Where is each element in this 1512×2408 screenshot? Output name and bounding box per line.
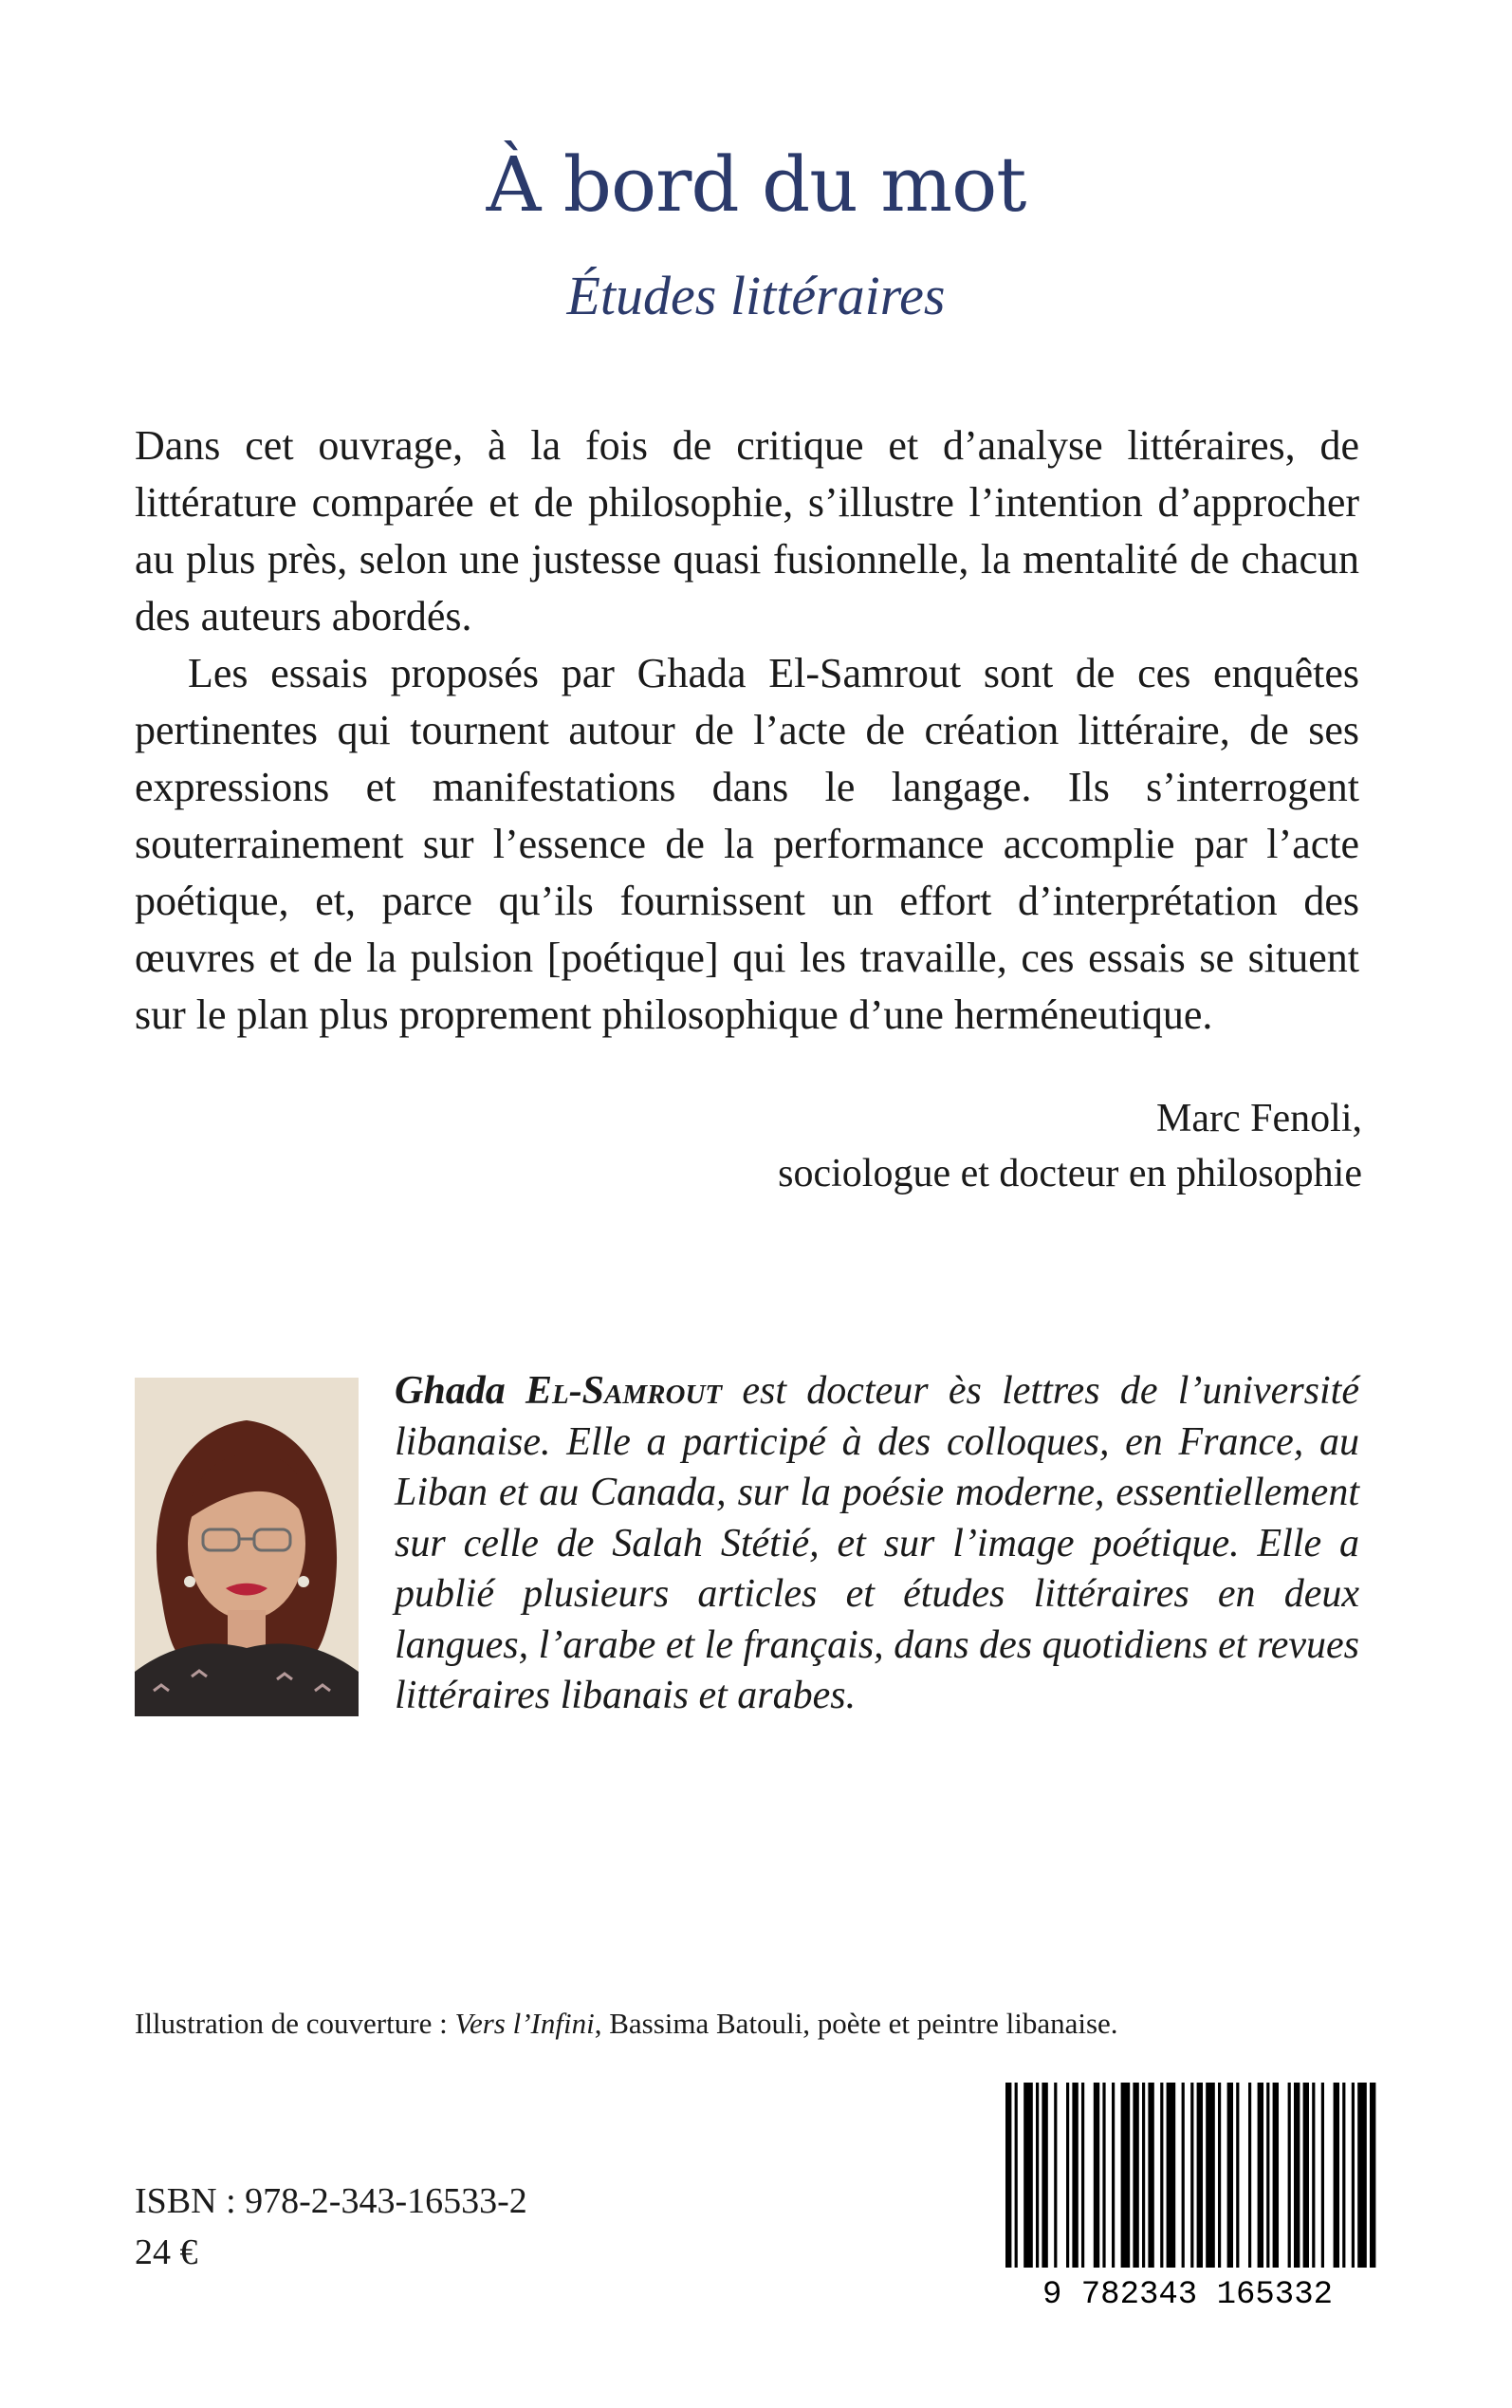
barcode-bar (1218, 2083, 1221, 2268)
barcode-bar (1190, 2083, 1193, 2268)
author-name (395, 1369, 722, 1413)
barcode (998, 2083, 1377, 2310)
barcode-bar (1303, 2083, 1309, 2268)
barcode-bar (1148, 2083, 1153, 2268)
credit-prefix: Illustration de couverture : (135, 2007, 455, 2040)
book-subtitle: Études littéraires (566, 265, 946, 326)
author-last-name: El-Samrout (525, 1369, 723, 1413)
barcode-digits: 9 782343 165332 (1042, 2277, 1334, 2310)
barcode-bar (1294, 2083, 1300, 2268)
barcode-bar (1342, 2083, 1345, 2268)
barcode-bar (1081, 2083, 1084, 2268)
barcode-bar (1072, 2083, 1078, 2268)
barcode-bar (1005, 2083, 1011, 2268)
barcode-bar (1370, 2083, 1375, 2268)
barcode-bar (1334, 2083, 1339, 2268)
barcode-bar (1023, 2083, 1033, 2268)
barcode-bar (1357, 2083, 1367, 2268)
blurb-signature (778, 1091, 1362, 1201)
book-title: À bord du mot (486, 140, 1026, 229)
barcode-bar (1066, 2083, 1069, 2268)
author-bio (395, 1366, 1359, 1722)
barcode-bar (1182, 2083, 1185, 2268)
barcode-bar (1102, 2083, 1105, 2268)
signature-role: sociologue et docteur en philosophie (778, 1152, 1362, 1195)
signature-name: Marc Fenoli, (1156, 1097, 1362, 1140)
barcode-bar (1288, 2083, 1291, 2268)
barcode-bar (1258, 2083, 1263, 2268)
barcode-bar (1015, 2083, 1018, 2268)
blurb (135, 417, 1359, 1044)
credit-suffix: , Bassima Batouli, poète et peintre libanaise. (594, 2007, 1118, 2040)
barcode-bar (1121, 2083, 1131, 2268)
cover-illustration-credit (135, 2007, 1118, 2041)
barcode-bar (1133, 2083, 1138, 2268)
barcode-bar (1054, 2083, 1057, 2268)
isbn: ISBN : 978-2-343-16533-2 (135, 2181, 527, 2221)
barcode-bar (1321, 2083, 1324, 2268)
barcode-bar (1142, 2083, 1145, 2268)
barcode-bar (1036, 2083, 1039, 2268)
barcode-bar (1352, 2083, 1355, 2268)
barcode-bar (1206, 2083, 1215, 2268)
barcode-bar (1197, 2083, 1203, 2268)
price: 24 € (135, 2232, 198, 2272)
barcode-bar (1167, 2083, 1176, 2268)
barcode-bar (1312, 2083, 1315, 2268)
barcode-bar (1042, 2083, 1047, 2268)
credit-work-title: Vers l’Infini (454, 2007, 595, 2040)
barcode-bar (1236, 2083, 1239, 2268)
blurb-paragraph-1: Dans cet ouvrage, à la fois de critique et d’analyse littéraires, de littérature comparée et de philosophie, s’illustre l’intention d’approcher au plus près, selon une justesse quasi fusionnelle, la mentalité de chacun des auteurs abordés. (135, 422, 1359, 639)
barcode-bar (1160, 2083, 1163, 2268)
author-photo (135, 1378, 359, 1716)
author-first-name: Ghada (395, 1369, 506, 1413)
barcode-bar (1094, 2083, 1099, 2268)
barcode-bar (1227, 2083, 1233, 2268)
barcode-bar (1112, 2083, 1115, 2268)
blurb-paragraph-2: Les essais proposés par Ghada El-Samrout sont de ces enquêtes pertinentes qui tournent autour de l’acte de création littéraire, de ses expressions et manifestations dans le langage. Ils s’interrogent souterrainement sur l’essence de la performance accomplie par l’acte poétique, et, parce qu’ils fournissent un effort d’interprétation des œuvres et de la pulsion [poétique] qui les travaille, ces essais se situent sur le plan plus proprement philosophique d’une herméneutique. (135, 650, 1359, 1038)
barcode-bar (1248, 2083, 1251, 2268)
barcode-bar (1266, 2083, 1269, 2268)
author-bio-text: est docteur ès lettres de l’université libanaise. Elle a participé à des colloques, en France, au Liban et au Canada, sur la poésie moderne, essentiellement sur celle de Salah Stétié, et sur l’image poétique. Elle a publié plusieurs articles et études littéraires en deux langues, l’arabe et le français, dans des quotidiens et revues littéraires libanais et arabes. (395, 1369, 1359, 1717)
barcode-bar (1273, 2083, 1279, 2268)
